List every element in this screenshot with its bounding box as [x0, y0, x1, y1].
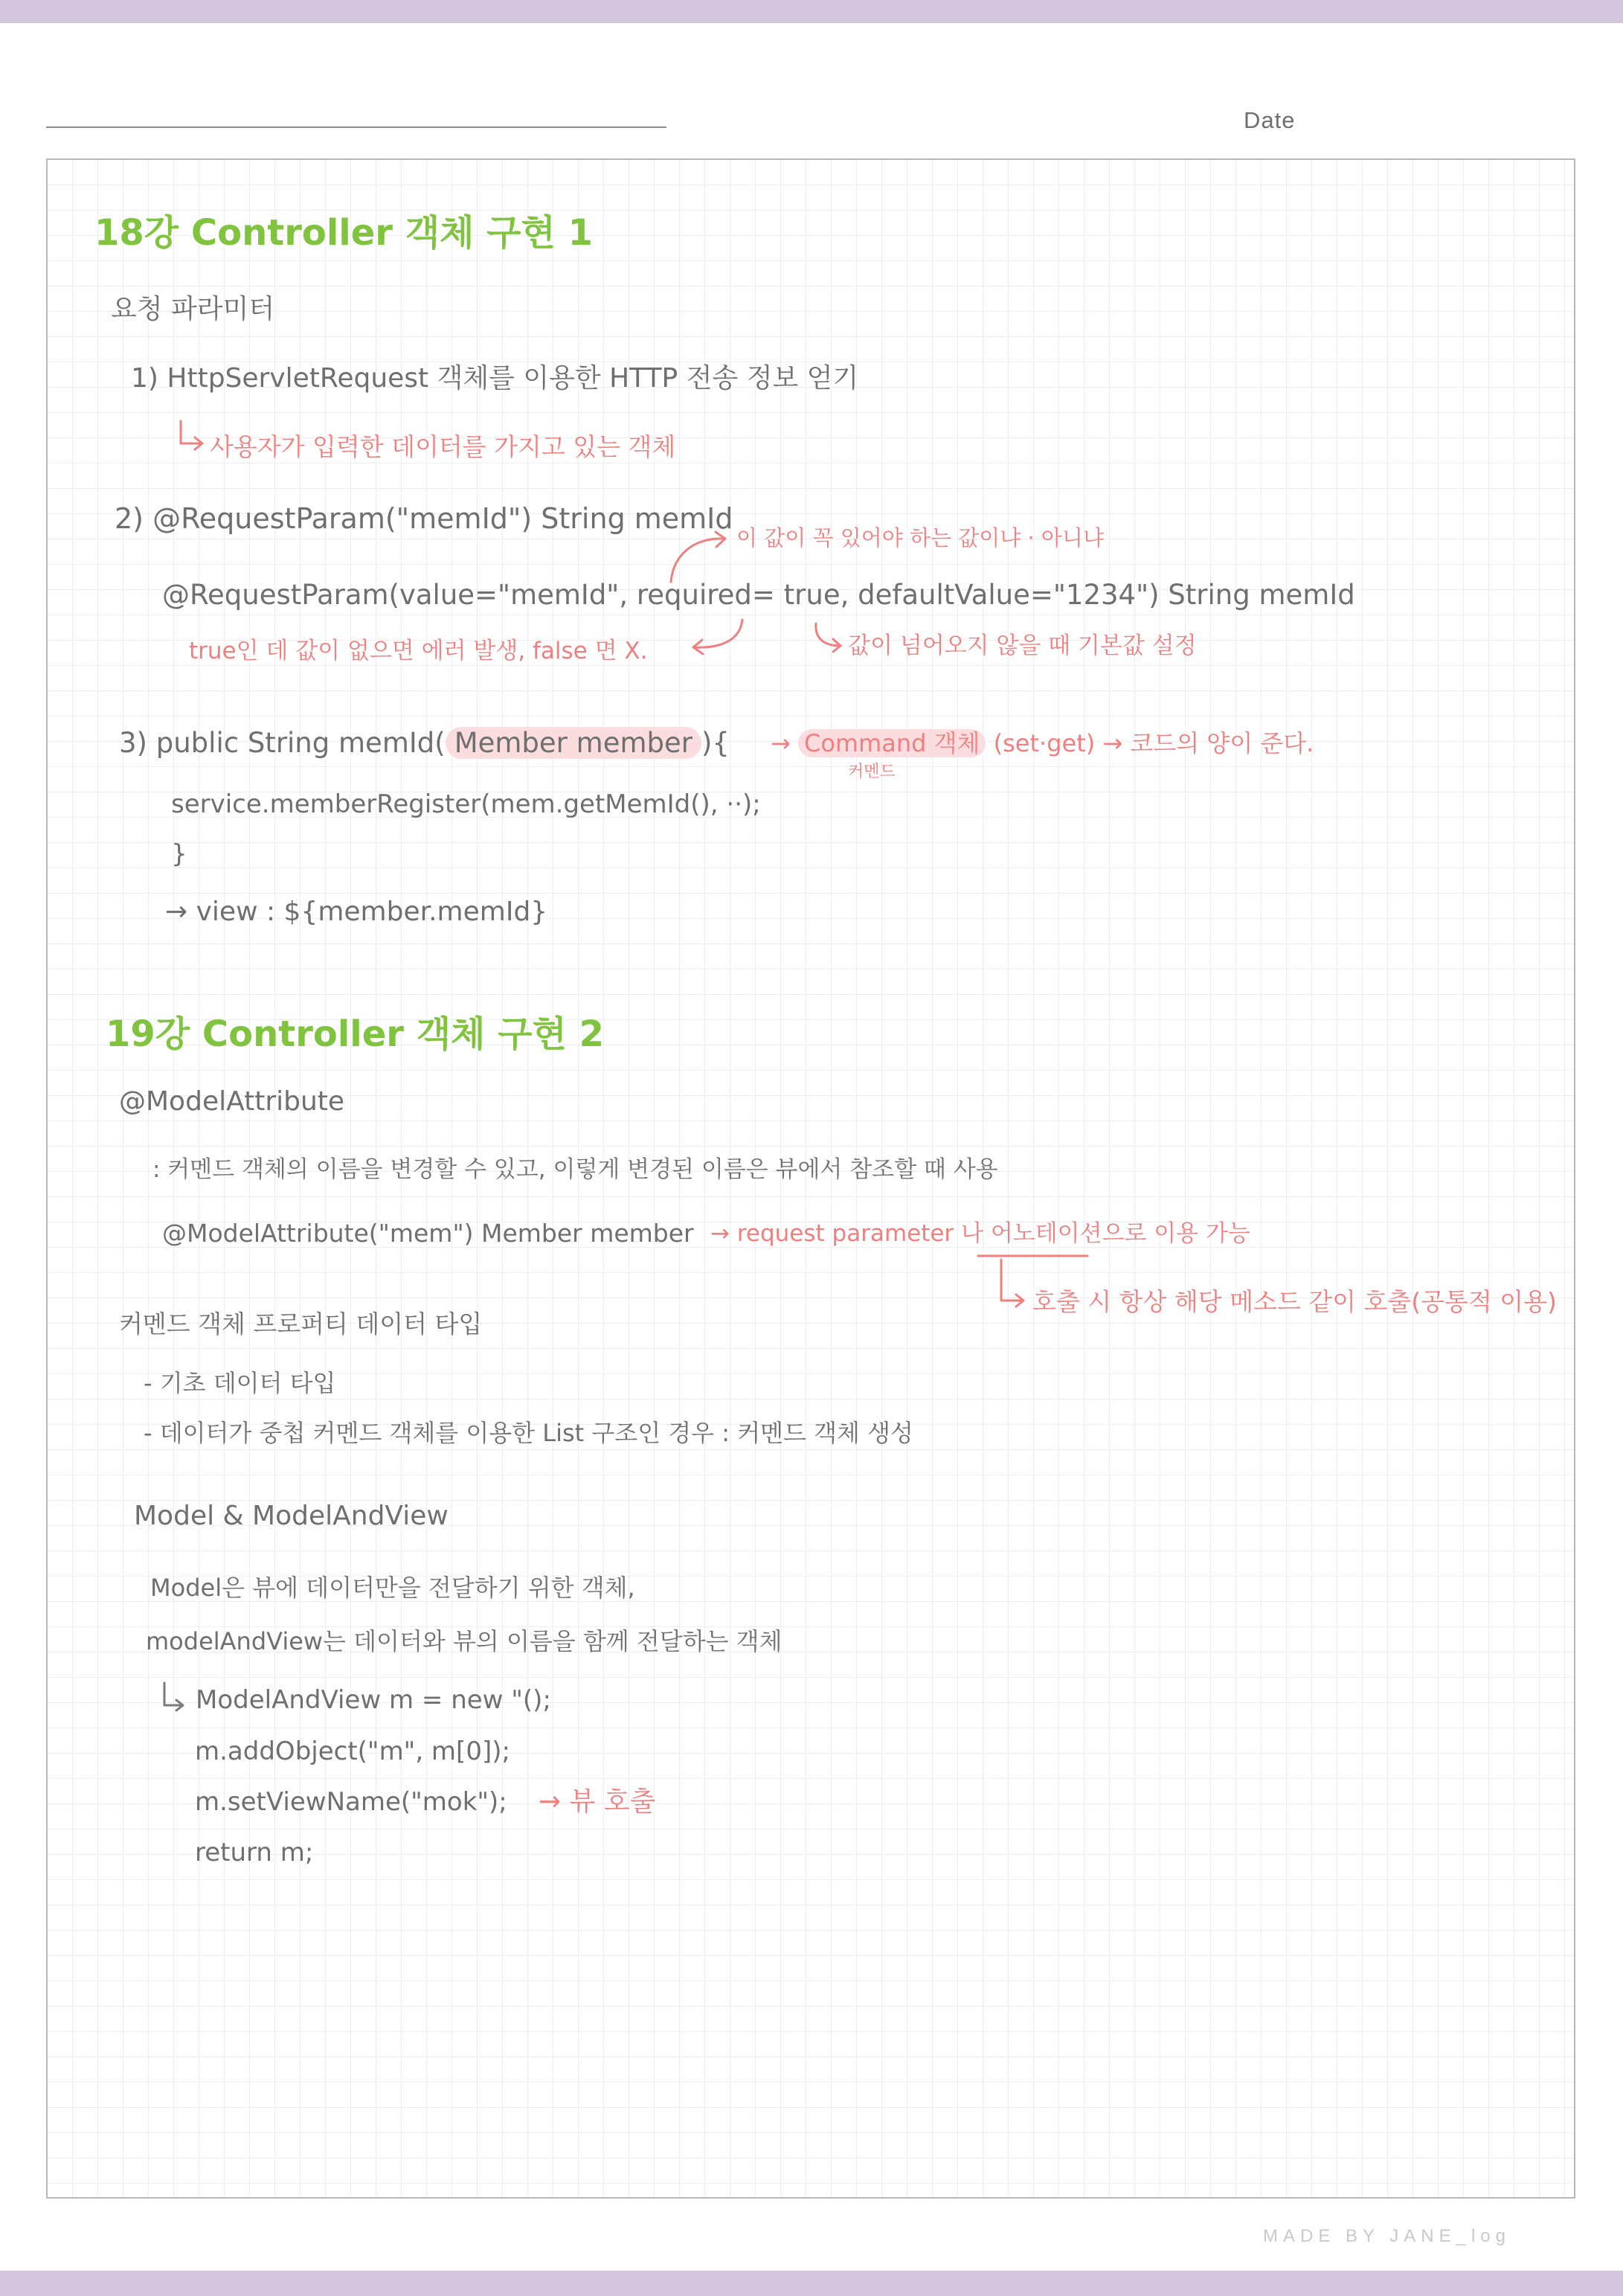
item1-text: 1) HttpServletRequest 객체를 이용한 HTTP 전송 정보 얻기 — [131, 363, 859, 394]
item1-note: 사용자가 입력한 데이터를 가지고 있는 객체 — [210, 432, 676, 461]
model-and-view-desc: modelAndView는 데이터와 뷰의 이름을 함께 전달하는 객체 — [146, 1627, 782, 1655]
section18-title: 18강 Controller 객체 구현 1 — [94, 212, 593, 254]
section19-subtitle: @ModelAttribute — [119, 1086, 345, 1117]
model-desc: Model은 뷰에 데이터만을 전달하기 위한 객체, — [150, 1574, 635, 1602]
item2-line2: @RequestParam(value="memId", required= true, defaultValue="1234") String memId — [162, 579, 1355, 611]
code-return: return m; — [195, 1838, 314, 1867]
item2-note-top: 이 값이 꼭 있어야 하는 값이냐 · 아니냐 — [736, 525, 1104, 551]
code-add-object: m.addObject("m", m[0]); — [195, 1737, 510, 1766]
item3-note-sub: 커멘드 — [848, 763, 896, 781]
item3-note — [771, 731, 1314, 755]
code-close-brace: } — [171, 839, 187, 869]
footer-credit: MADE BY JANE_log — [1263, 2226, 1511, 2246]
item3-note-arrow: → — [771, 729, 791, 757]
code-register-line: service.memberRegister(mem.getMemId(), ··); — [171, 789, 761, 819]
top-band — [0, 0, 1623, 23]
property-type-basic: - 기초 데이터 타입 — [144, 1369, 336, 1397]
section18-subtitle: 요청 파라미터 — [111, 294, 275, 324]
code-new-mav: ModelAndView m = new "(); — [196, 1685, 551, 1715]
model-attribute-example: @ModelAttribute("mem") Member member — [162, 1219, 694, 1248]
item3-line — [119, 729, 730, 757]
property-type-title: 커멘드 객체 프로퍼티 데이터 타입 — [119, 1309, 483, 1338]
item2-note-right: 값이 넘어오지 않을 때 기본값 설정 — [848, 632, 1197, 659]
model-section-title: Model & ModelAndView — [134, 1501, 449, 1531]
command-object-highlight: Command 객체 — [798, 729, 986, 757]
model-attribute-desc: : 커멘드 객체의 이름을 변경할 수 있고, 이렇게 변경된 이름은 뷰에서 참조할 때 사용 — [152, 1156, 998, 1183]
section19-title: 19강 Controller 객체 구현 2 — [106, 1013, 604, 1055]
view-line: → view : ${member.memId} — [165, 897, 548, 927]
property-type-list: - 데이터가 중첩 커멘드 객체를 이용한 List 구조인 경우 : 커멘드 객체 생성 — [144, 1419, 913, 1447]
item2-text: 2) @RequestParam("memId") String memId — [115, 502, 733, 535]
code-view-call-note: → 뷰 호출 — [539, 1786, 656, 1817]
bottom-band — [0, 2271, 1623, 2296]
model-attribute-note: → request parameter 나 어노테이션으로 이용 가능 — [710, 1220, 1250, 1247]
date-label: Date — [1244, 107, 1296, 133]
item3-prefix: 3) public String memId( — [119, 727, 446, 759]
date-underline — [46, 126, 666, 128]
item3-suffix: ){ — [701, 727, 730, 759]
code-set-view-name: m.setViewName("mok"); — [195, 1787, 507, 1817]
model-attribute-note2: 호출 시 항상 해당 메소드 같이 호출(공통적 이용) — [1032, 1287, 1557, 1316]
item2-note-left: true인 데 값이 없으면 에러 발생, false 면 X. — [189, 638, 648, 664]
item3-param-highlight: Member member — [446, 727, 701, 759]
item3-note-rest: (set·get) → 코드의 양이 준다. — [993, 729, 1314, 757]
